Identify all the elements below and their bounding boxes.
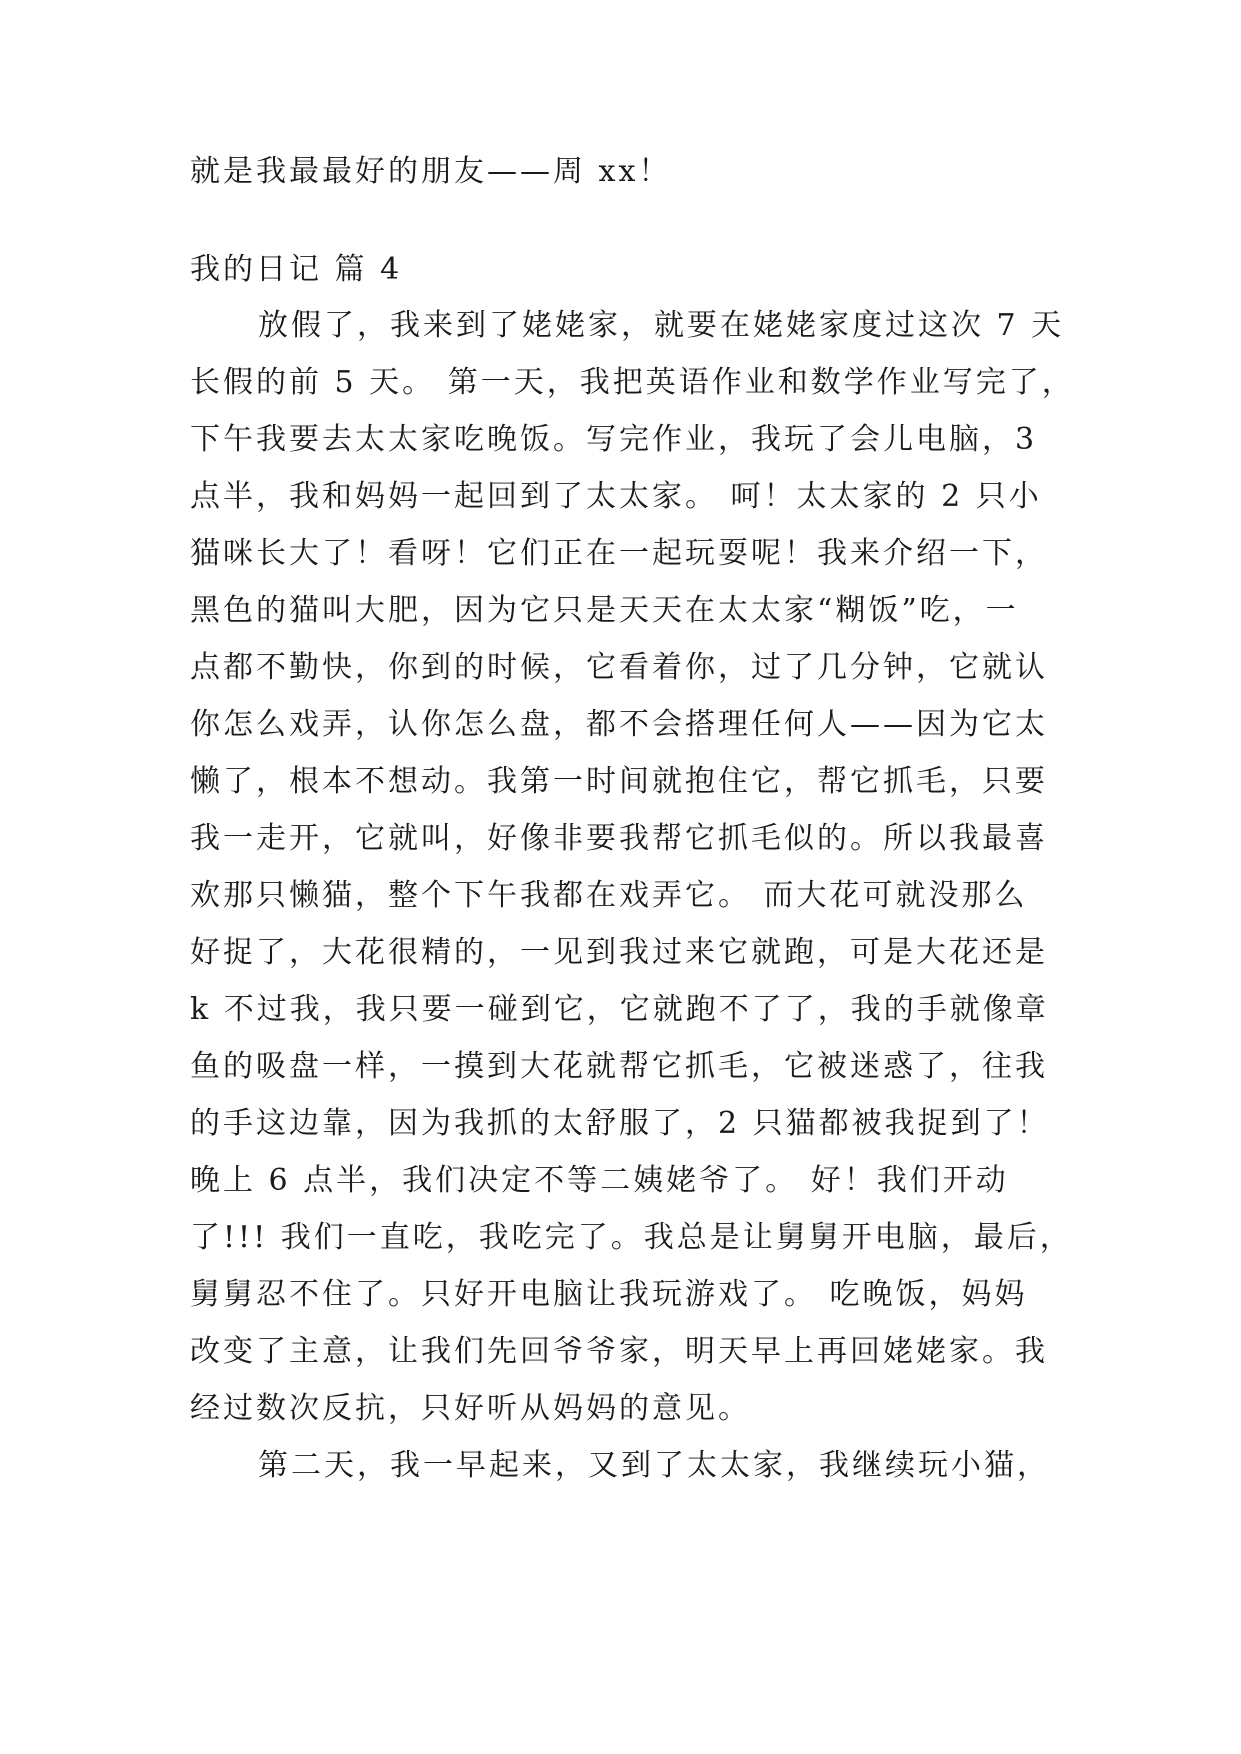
paragraph-line: 经过数次反抗，只好听从妈妈的意见。 [190, 1391, 751, 1426]
paragraph-line: 长假的前 5 天。 第一天，我把英语作业和数学作业写完了， [190, 365, 1075, 400]
paragraph-line: 我一走开，它就叫，好像非要我帮它抓毛似的。所以我最喜 [190, 821, 1048, 856]
paragraph-line: 猫咪长大了！看呀！它们正在一起玩耍呢！我来介绍一下， [190, 536, 1048, 571]
paragraph-line: 你怎么戏弄，认你怎么盘，都不会搭理任何人——因为它太 [190, 707, 1048, 742]
paragraph-line: 了!!! 我们一直吃，我吃完了。我总是让舅舅开电脑，最后， [190, 1220, 1073, 1255]
paragraph-line: 舅舅忍不住了。只好开电脑让我玩游戏了。 吃晚饭，妈妈 [190, 1277, 1028, 1312]
paragraph-line: 晚上 6 点半，我们决定不等二姨姥爷了。 好！我们开动 [190, 1163, 1009, 1198]
paragraph-line: 好捉了，大花很精的，一见到我过来它就跑，可是大花还是 [190, 935, 1048, 970]
paragraph-line: 点半，我和妈妈一起回到了太太家。 呵！太太家的 2 只小 [190, 479, 1042, 514]
paragraph-line: 放假了，我来到了姥姥家，就要在姥姥家度过这次 7 天 [258, 308, 1065, 343]
paragraph-line: 下午我要去太太家吃晚饭。写完作业，我玩了会儿电脑，3 [190, 422, 1038, 457]
paragraph-line: 改变了主意，让我们先回爷爷家，明天早上再回姥姥家。我 [190, 1334, 1048, 1369]
paragraph-line: 鱼的吸盘一样，一摸到大花就帮它抓毛，它被迷惑了，往我 [190, 1049, 1048, 1084]
paragraph-line: 的手这边靠，因为我抓的太舒服了，2 只猫都被我捉到了！ [190, 1106, 1050, 1141]
paragraph-line: k 不过我，我只要一碰到它，它就跑不了了，我的手就像章 [190, 992, 1049, 1027]
paragraph-line: 点都不勤快，你到的时候，它看着你，过了几分钟，它就认 [190, 650, 1048, 685]
paragraph-line: 黑色的猫叫大肥，因为它只是天天在太太家“糊饭”吃，一 [190, 593, 1019, 628]
opening-line: 就是我最最好的朋友——周 xx！ [190, 154, 672, 189]
section-title: 我的日记 篇 4 [190, 252, 403, 287]
paragraph-line: 欢那只懒猫，整个下午我都在戏弄它。 而大花可就没那么 [190, 878, 1028, 913]
paragraph-line: 第二天，我一早起来，又到了太太家，我继续玩小猫， [258, 1448, 1050, 1483]
paragraph-line: 懒了，根本不想动。我第一时间就抱住它，帮它抓毛，只要 [190, 764, 1048, 799]
